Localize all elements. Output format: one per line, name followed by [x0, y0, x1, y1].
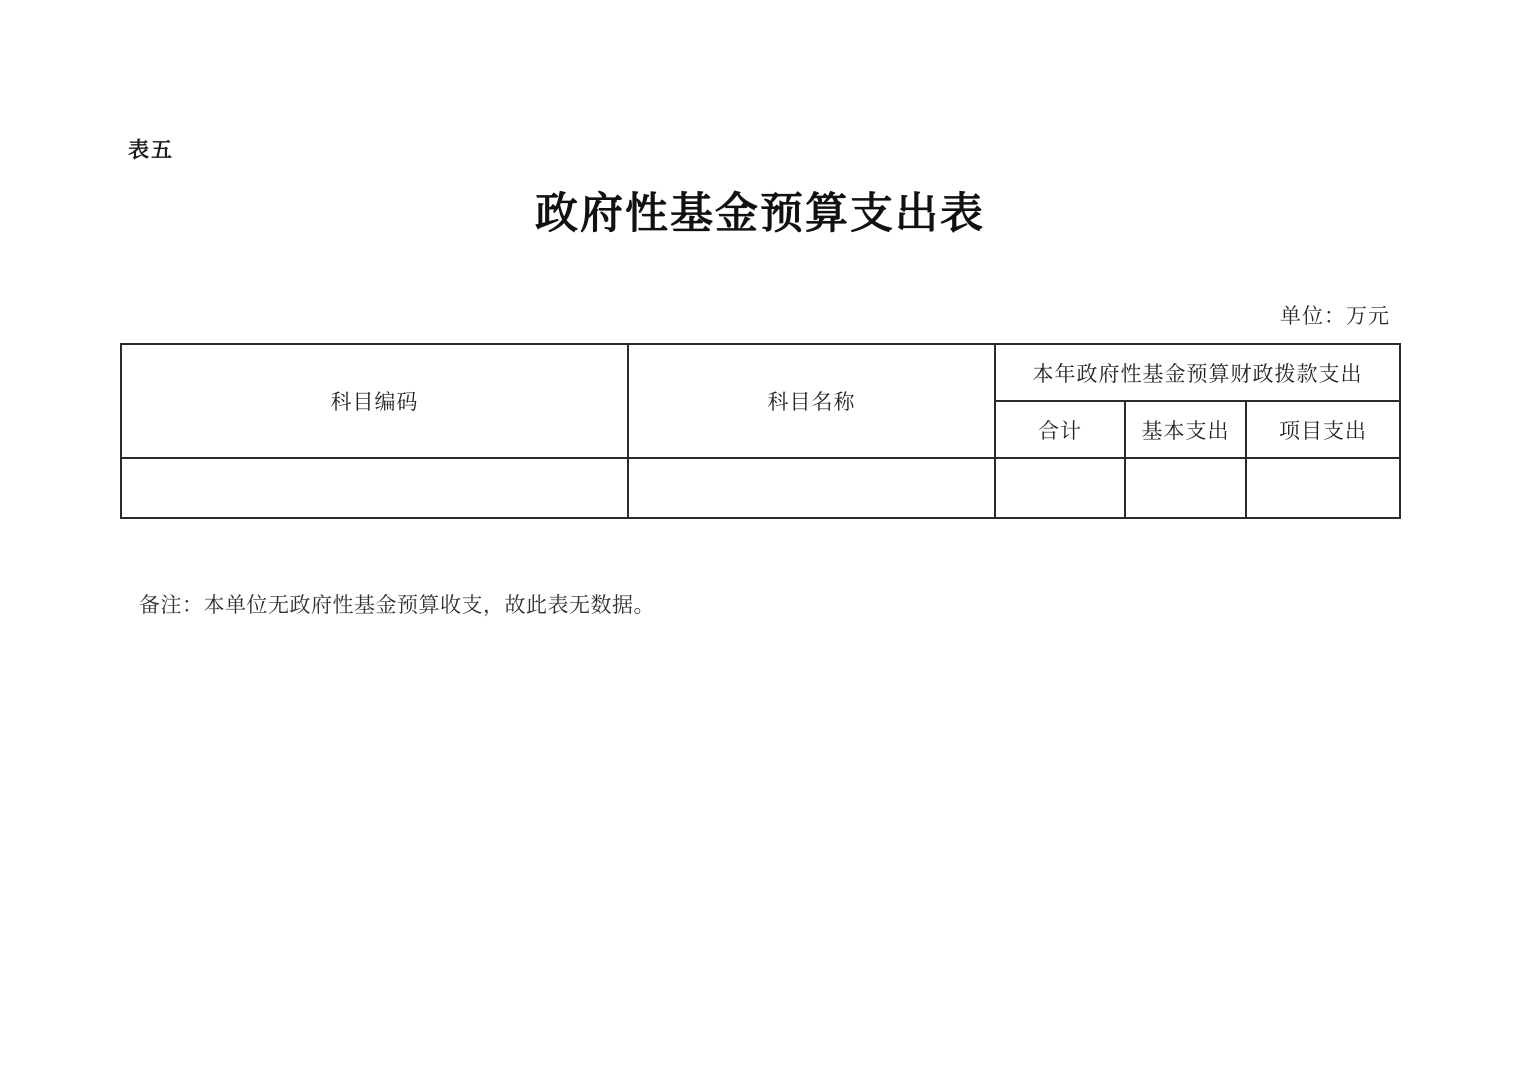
- header-basic-expenditure: 基本支出: [1125, 401, 1246, 458]
- cell-project-expenditure: [1246, 458, 1400, 518]
- header-subject-name: 科目名称: [628, 344, 995, 458]
- cell-basic-expenditure: [1125, 458, 1246, 518]
- header-subject-code: 科目编码: [121, 344, 628, 458]
- table-number-label: 表五: [128, 138, 174, 162]
- cell-subject-code: [121, 458, 628, 518]
- table-row: [121, 458, 1400, 518]
- cell-subject-name: [628, 458, 995, 518]
- unit-label: 单位：万元: [1280, 304, 1390, 328]
- header-total: 合计: [995, 401, 1125, 458]
- footnote: 备注：本单位无政府性基金预算收支，故此表无数据。: [139, 593, 655, 617]
- page-title: 政府性基金预算支出表: [535, 191, 985, 238]
- table-header-row-1: [121, 344, 1400, 401]
- budget-table: [120, 343, 1401, 519]
- header-project-expenditure: 项目支出: [1246, 401, 1400, 458]
- header-appropriation-group: 本年政府性基金预算财政拨款支出: [995, 344, 1400, 401]
- cell-total: [995, 458, 1125, 518]
